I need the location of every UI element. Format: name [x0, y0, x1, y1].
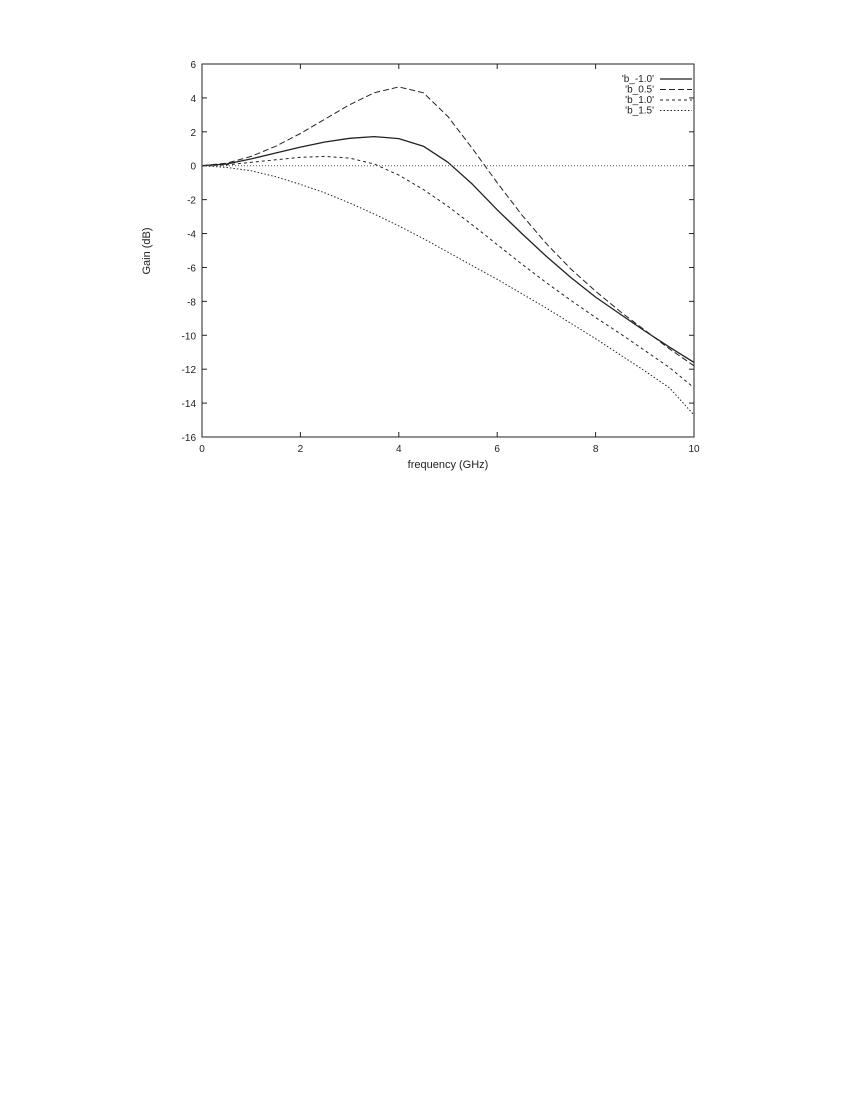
- y-tick-label: -4: [187, 229, 196, 241]
- y-tick-label: 6: [190, 60, 196, 71]
- y-axis-label: Gain (dB): [141, 227, 153, 275]
- series-layer: [202, 84, 694, 415]
- y-tick-label: 2: [190, 127, 196, 139]
- legend: [622, 74, 692, 117]
- legend-label: 'b_0.5': [625, 84, 654, 96]
- y-tick-label: -14: [181, 399, 196, 411]
- x-tick-label: 4: [396, 444, 402, 455]
- axis-ticks: [182, 60, 700, 455]
- legend-label: 'b_1.0': [625, 95, 654, 106]
- y-tick-label: -10: [181, 331, 196, 343]
- y-tick-label: -2: [187, 195, 196, 207]
- plot-frame: [202, 64, 694, 437]
- y-tick-label: 4: [190, 93, 196, 105]
- series-line-2: [202, 84, 694, 366]
- y-tick-label: -8: [187, 297, 196, 309]
- series-line-4: [202, 166, 694, 415]
- y-tick-label: -12: [181, 365, 196, 377]
- series-line-3: [202, 156, 694, 387]
- x-tick-label: 2: [297, 444, 304, 455]
- x-tick-label: 10: [688, 444, 700, 455]
- legend-label: 'b_1.5': [625, 105, 654, 117]
- x-tick-label: 6: [494, 444, 500, 455]
- x-tick-label: 8: [592, 444, 599, 455]
- y-tick-label: -16: [181, 433, 196, 444]
- y-tick-label: -6: [187, 263, 196, 275]
- series-line-1: [202, 137, 694, 363]
- y-tick-label: 0: [190, 161, 196, 173]
- legend-label: 'b_-1.0': [621, 74, 654, 85]
- x-tick-label: 0: [199, 444, 205, 455]
- x-axis-label: frequency (GHz): [407, 459, 489, 471]
